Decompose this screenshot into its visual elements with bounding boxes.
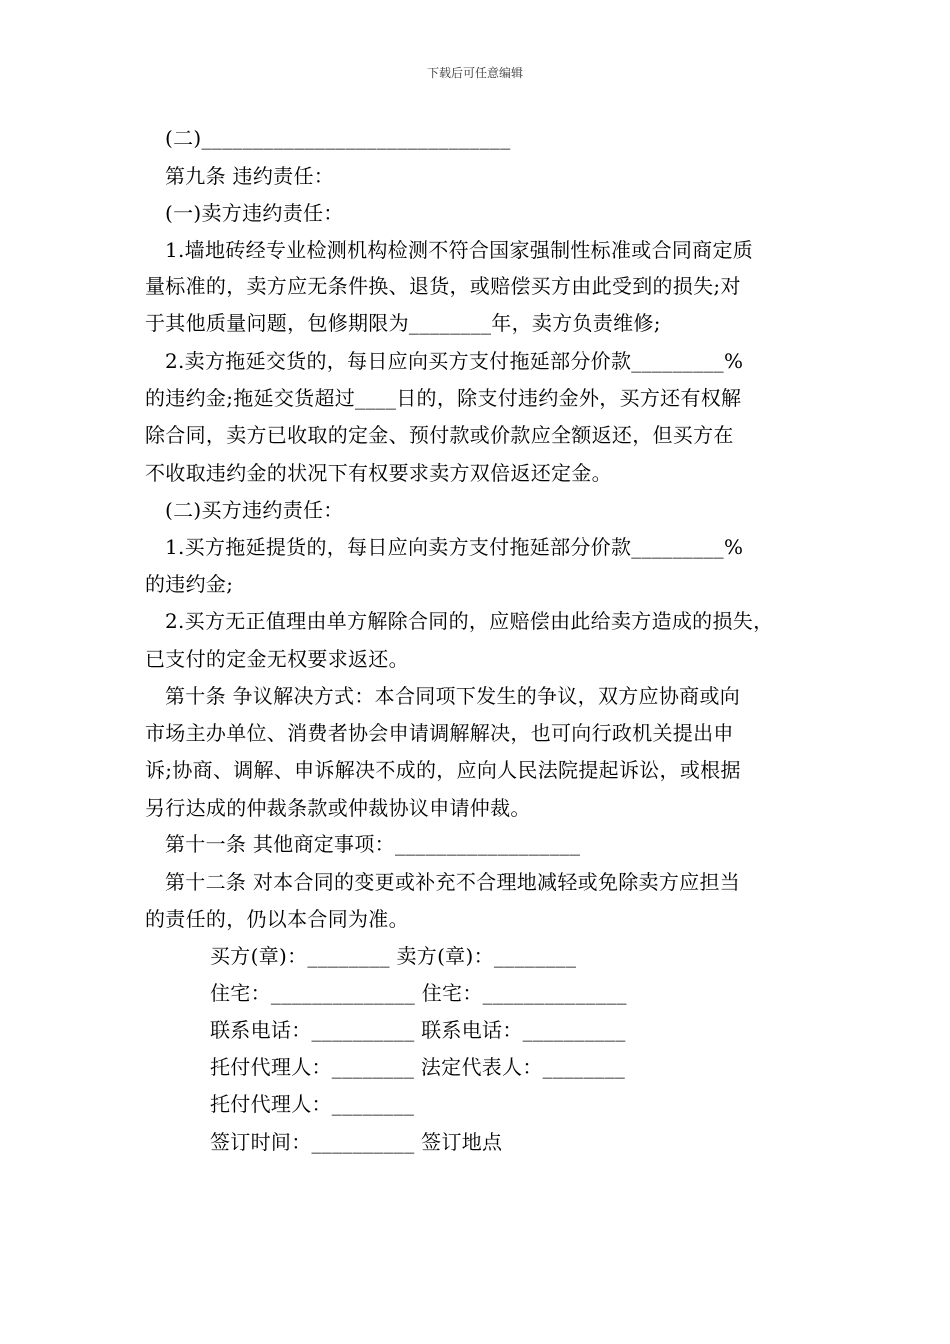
article-10: 第十条 争议解决方式：本合同项下发生的争议，双方应协商或向 [165, 684, 741, 708]
signature-line: 托付代理人：________ [210, 1092, 415, 1116]
seller-liability-heading: (一)卖方违约责任： [165, 201, 344, 225]
text-line: 2.买方无正值理由单方解除合同的，应赔偿由此给卖方造成的损失， [165, 609, 774, 633]
text-line: 的违约金;拖延交货超过____日的，除支付违约金外，买方还有权解 [145, 386, 742, 410]
text-line: 的违约金; [145, 572, 234, 596]
signature-line: 住宅：______________ 住宅：______________ [210, 981, 627, 1005]
text-line: 除合同，卖方已收取的定金、预付款或价款应全额返还，但买方在 [145, 423, 734, 447]
signature-line: 签订时间：__________ 签订地点 [210, 1130, 503, 1154]
text-line: 诉;协商、调解、申诉解决不成的，应向人民法院提起诉讼，或根据 [145, 758, 741, 782]
article-11: 第十一条 其他商定事项：__________________ [165, 832, 581, 856]
text-line: 1.墙地砖经专业检测机构检测不符合国家强制性标准或合同商定质 [165, 238, 754, 262]
signature-line: 托付代理人：________ 法定代表人：________ [210, 1055, 626, 1079]
text-line: 的责任的，仍以本合同为准。 [145, 907, 409, 931]
text-line: (二)______________________________ [165, 126, 511, 150]
text-line: 不收取违约金的状况下有权要求卖方双倍返还定金。 [145, 461, 612, 485]
text-line: 另行达成的仲裁条款或仲裁协议申请仲裁。 [145, 796, 531, 820]
article-12: 第十二条 对本合同的变更或补充不合理地减轻或免除卖方应担当 [165, 870, 741, 894]
signature-line: 买方(章)：________ 卖方(章)：________ [210, 944, 577, 968]
signature-line: 联系电话：__________ 联系电话：__________ [210, 1018, 626, 1042]
buyer-liability-heading: (二)买方违约责任： [165, 498, 344, 522]
article-9-heading: 第九条 违约责任： [165, 164, 335, 188]
text-line: 2.卖方拖延交货的，每日应向买方支付拖延部分价款_________% [165, 349, 744, 373]
text-line: 市场主办单位、消费者协会申请调解解决，也可向行政机关提出申 [145, 721, 734, 745]
text-line: 于其他质量问题，包修期限为________年，卖方负责维修; [145, 311, 661, 335]
text-line: 已支付的定金无权要求返还。 [145, 647, 409, 671]
text-line: 1.买方拖延提货的，每日应向卖方支付拖延部分价款_________% [165, 535, 744, 559]
page-header-note: 下载后可任意编辑 [426, 66, 523, 80]
text-line: 量标准的，卖方应无条件换、退货，或赔偿买方由此受到的损失;对 [145, 274, 741, 298]
